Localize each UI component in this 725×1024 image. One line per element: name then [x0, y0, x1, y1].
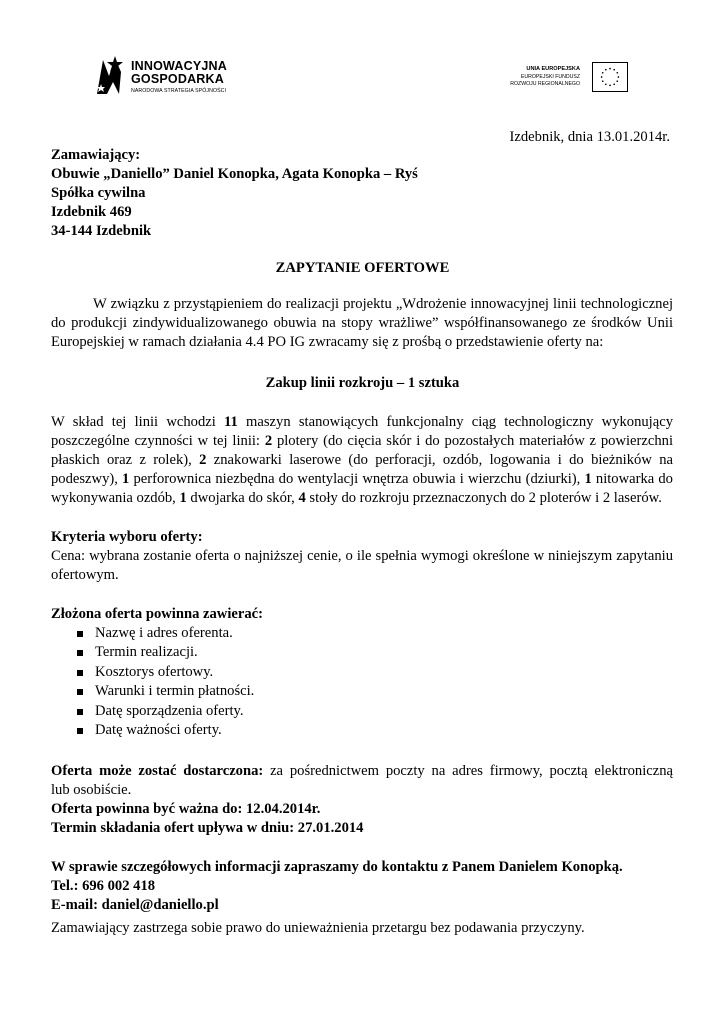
orderer-type: Spółka cywilna [51, 185, 146, 201]
bullet-square-icon [77, 631, 83, 637]
delivery-line-1: Oferta może zostać dostarczona: za pośrednictwem poczty na adres firmowy, pocztą elektroniczną [51, 763, 673, 779]
bullet-square-icon [77, 709, 83, 715]
criteria-line-2: ofertowym. [51, 567, 119, 583]
contact-invite: W sprawie szczegółowych informacji zapraszamy do kontaktu z Panem Danielem Konopką. [51, 859, 623, 875]
delivery-line-2: lub osobiście. [51, 782, 132, 798]
orderer-address1: Izdebnik 469 [51, 204, 132, 220]
composition-line-2: poszczególne czynności w tej linii: 2 plotery (do cięcia skór i do pozostałych materiałów z powierzchni [51, 433, 673, 449]
bullet-square-icon [77, 670, 83, 676]
bullet-square-icon [77, 689, 83, 695]
intro-line-2: do produkcji zindywidualizowanego obuwia na stopy wrażliwe” współfinansowanego ze środków Unii [51, 315, 673, 331]
innowacyjna-gospodarka-logo [93, 54, 243, 100]
disclaimer: Zamawiający zastrzega sobie prawo do unieważnienia przetargu bez podawania przyczyny. [51, 920, 585, 936]
criteria-heading: Kryteria wyboru oferty: [51, 529, 203, 545]
bullet-square-icon [77, 728, 83, 734]
subject-line: Zakup linii rozkroju – 1 sztuka [265, 375, 460, 391]
list-item: Kosztorys ofertowy. [51, 663, 254, 682]
bullet-square-icon [77, 650, 83, 656]
intro-line-3: Europejskiej w ramach działania 4.4 PO IG zwracamy się z prośbą o przedstawienie oferty na: [51, 334, 604, 350]
list-item: Datę sporządzenia oferty. [51, 702, 254, 721]
contact-phone: Tel.: 696 002 418 [51, 878, 156, 894]
list-item: Datę ważności oferty. [51, 721, 254, 740]
offer-deadline: Termin składania ofert upływa w dniu: 27.01.2014 [51, 820, 364, 836]
list-item: Warunki i termin płatności. [51, 682, 254, 701]
composition-line-3: płaskich oraz z rolek), 2 znakowarki laserowe (do perforacji, ozdób, logowania i do bieżników na [51, 452, 673, 468]
composition-line-1: W skład tej linii wchodzi 11 maszyn stanowiących funkcjonalny ciąg technologiczny wykonujący [51, 414, 673, 430]
criteria-line-1: Cena: wybrana zostanie oferta o najniższej cenie, o ile spełnia wymogi określone w niniejszym zapytaniu [51, 548, 673, 564]
eu-logo-text [510, 66, 580, 89]
eu-logo-line1: UNIA EUROPEJSKA [526, 66, 580, 72]
offer-contents-heading: Złożona oferta powinna zawierać: [51, 606, 263, 622]
eu-fund-logo [500, 62, 630, 94]
composition-line-5: wykonywania ozdób, 1 dwojarka do skór, 4 stoły do rozkroju przeznaczonych do 2 ploterów i 2 laserów. [51, 490, 662, 506]
eu-flag-icon [592, 62, 628, 92]
ig-logo-icon [93, 54, 127, 98]
intro-line-1: W związku z przystąpieniem do realizacji projektu „Wdrożenie innowacyjnej linii technologicznej [93, 296, 673, 312]
ig-logo-line1: INNOWACYJNA [131, 59, 227, 73]
ig-logo-line3: NARODOWA STRATEGIA SPÓJNOŚCI [131, 88, 227, 94]
orderer-label: Zamawiający: [51, 147, 141, 163]
delivery-label: Oferta może zostać dostarczona: [51, 763, 264, 779]
list-item: Termin realizacji. [51, 643, 254, 662]
composition-line-4: podeszwy), 1 perforownica niezbędna do wentylacji wnętrza obuwia i wierzchu (dziurki), 1 nitowarka do [51, 471, 673, 487]
orderer-name: Obuwie „Daniello” Daniel Konopka, Agata Konopka – Ryś [51, 166, 418, 182]
offer-contents-list [51, 624, 254, 740]
ig-logo-line2: GOSPODARKA [131, 72, 224, 86]
eu-logo-line3: ROZWOJU REGIONALNEGO [510, 81, 580, 87]
eu-logo-line2: EUROPEJSKI FUNDUSZ [520, 73, 580, 80]
date-line: Izdebnik, dnia 13.01.2014r. [509, 129, 670, 145]
orderer-address2: 34-144 Izdebnik [51, 223, 152, 239]
list-item: Nazwę i adres oferenta. [51, 624, 254, 643]
offer-validity: Oferta powinna być ważna do: 12.04.2014r. [51, 801, 321, 817]
contact-email[interactable]: E-mail: daniel@daniello.pl [51, 897, 219, 913]
document-title: ZAPYTANIE OFERTOWE [275, 260, 450, 276]
